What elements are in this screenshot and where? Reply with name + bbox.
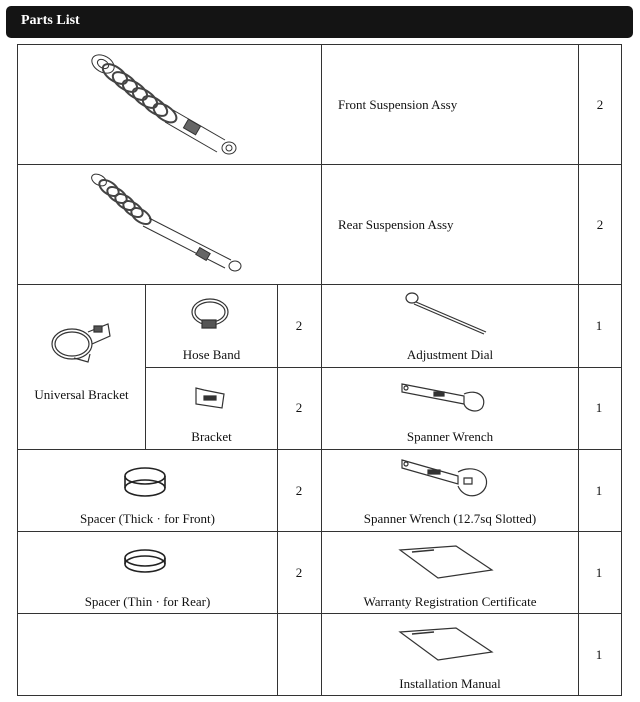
adjustment-dial-label: Adjustment Dial [406,347,494,362]
warranty-qty: 1 [595,565,603,580]
page-title: Parts List [21,13,80,28]
spacer-thin-qty: 2 [295,565,303,580]
spanner-slotted-icon [398,456,494,504]
adjustment-dial-icon [402,290,492,336]
spanner-wrench-label: Spanner Wrench [406,429,494,444]
spanner-slotted-qty: 1 [595,483,603,498]
hose-band-label: Hose Band [182,347,241,362]
spanner-wrench-qty: 1 [595,400,603,415]
warranty-card-icon [398,544,494,580]
empty-qty-cell [277,613,322,696]
rear-suspension-label: Rear Suspension Assy [338,217,454,232]
spanner-wrench-icon [398,378,490,414]
universal-bracket-cell [17,284,146,450]
empty-cell [17,613,278,696]
spacer-thick-qty: 2 [295,483,303,498]
bracket-label: Bracket [191,429,232,444]
manual-qty: 1 [595,647,603,662]
universal-bracket-icon [48,318,114,366]
manual-label: Installation Manual [399,676,501,691]
front-suspension-icon [85,48,245,160]
bracket-icon [190,384,230,412]
spacer-thin-label: Spacer (Thin · for Rear) [84,594,211,609]
spanner-slotted-label: Spanner Wrench (12.7sq Slotted) [363,511,537,526]
adjustment-dial-qty: 1 [595,318,603,333]
parts-list-header [6,6,633,38]
rear-suspension-qty: 2 [596,217,604,232]
bracket-qty: 2 [295,400,303,415]
spacer-thin-icon [122,548,168,576]
rear-suspension-icon [85,168,245,280]
hose-band-qty: 2 [295,318,303,333]
manual-icon [398,626,494,662]
front-suspension-label: Front Suspension Assy [338,97,458,112]
spacer-thick-icon [122,466,168,498]
spacer-thick-label: Spacer (Thick · for Front) [79,511,215,526]
front-suspension-qty: 2 [596,97,604,112]
universal-bracket-label: Universal Bracket [34,387,129,402]
warranty-label: Warranty Registration Certificate [363,594,537,609]
hose-band-icon [188,294,236,334]
